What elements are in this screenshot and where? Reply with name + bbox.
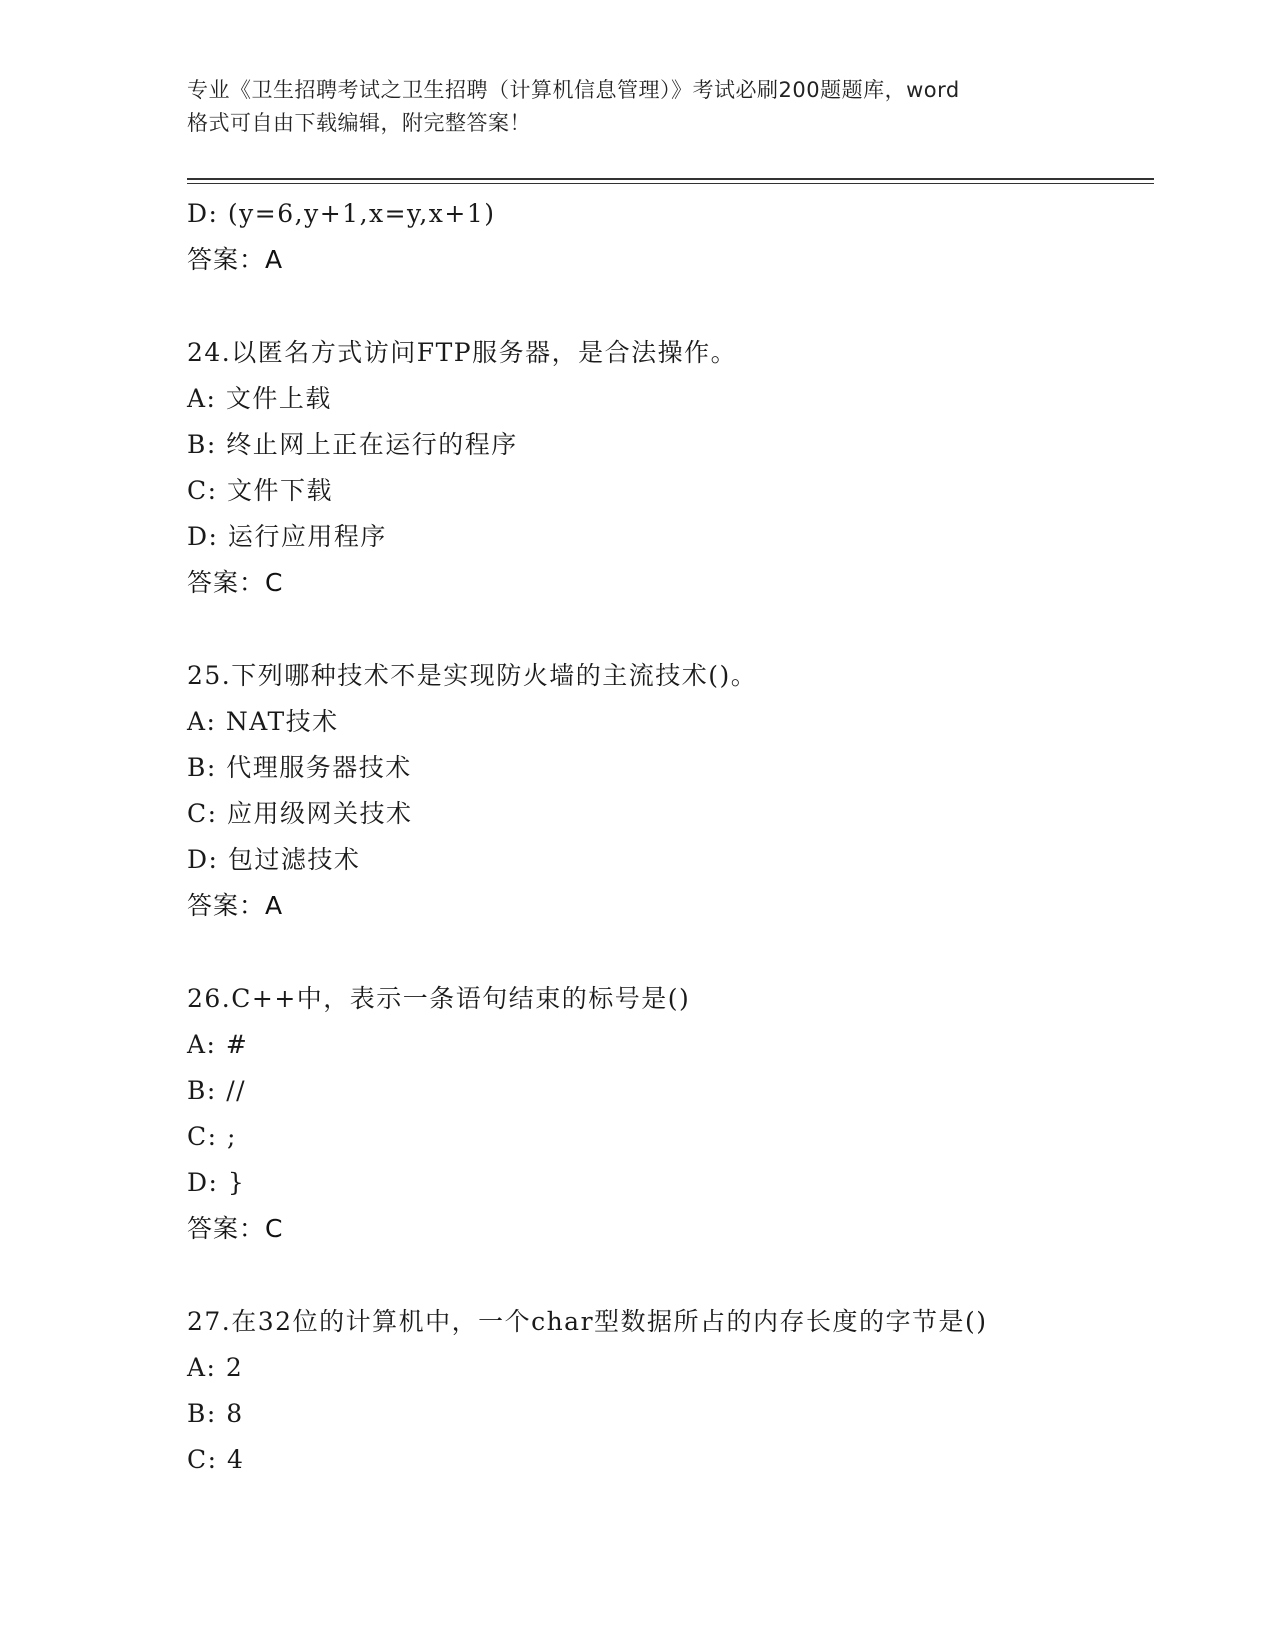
option-c: C: ; <box>187 1122 237 1151</box>
question-spacer <box>187 606 1147 653</box>
question-text: 27.在32位的计算机中，一个char型数据所占的内存长度的字节是() <box>187 1307 988 1336</box>
question-list <box>187 191 1147 1483</box>
option-d: D: (y=6,y+1,x=y,x+1) <box>187 199 496 228</box>
option-c: C: 应用级网关技术 <box>187 799 413 828</box>
question-spacer <box>187 283 1147 330</box>
option-b: B: // <box>187 1076 247 1105</box>
question-spacer <box>187 929 1147 976</box>
option-a: A: 2 <box>187 1353 244 1382</box>
document-header <box>187 74 1087 140</box>
header-line-1: 专业《卫生招聘考试之卫生招聘（计算机信息管理）》考试必刷200题题库，word <box>187 78 960 102</box>
question-block-27 <box>187 1299 1147 1483</box>
option-a: A: NAT技术 <box>187 707 339 736</box>
header-divider-thin <box>187 183 1154 184</box>
option-a: A: 文件上载 <box>187 384 332 413</box>
question-text: 25.下列哪种技术不是实现防火墙的主流技术()。 <box>187 661 758 690</box>
answer-line: 答案：C <box>187 1214 284 1243</box>
option-b: B: 终止网上正在运行的程序 <box>187 430 518 459</box>
question-text: 26.C++中，表示一条语句结束的标号是() <box>187 984 691 1013</box>
option-b: B: 8 <box>187 1399 244 1428</box>
answer-line: 答案：A <box>187 245 284 274</box>
option-d: D: } <box>187 1168 246 1197</box>
answer-line: 答案：C <box>187 568 284 597</box>
option-d: D: 运行应用程序 <box>187 522 387 551</box>
option-b: B: 代理服务器技术 <box>187 753 412 782</box>
option-d: D: 包过滤技术 <box>187 845 361 874</box>
question-block-26 <box>187 976 1147 1252</box>
option-c: C: 文件下载 <box>187 476 333 505</box>
header-line-2: 格式可自由下载编辑，附完整答案！ <box>187 111 531 135</box>
header-divider-thick <box>187 178 1154 180</box>
question-block-24 <box>187 330 1147 606</box>
option-a: A: # <box>187 1030 249 1059</box>
question-block-25 <box>187 653 1147 929</box>
answer-line: 答案：A <box>187 891 284 920</box>
question-text: 24.以匿名方式访问FTP服务器，是合法操作。 <box>187 338 738 367</box>
option-c: C: 4 <box>187 1445 245 1474</box>
question-spacer <box>187 1252 1147 1299</box>
